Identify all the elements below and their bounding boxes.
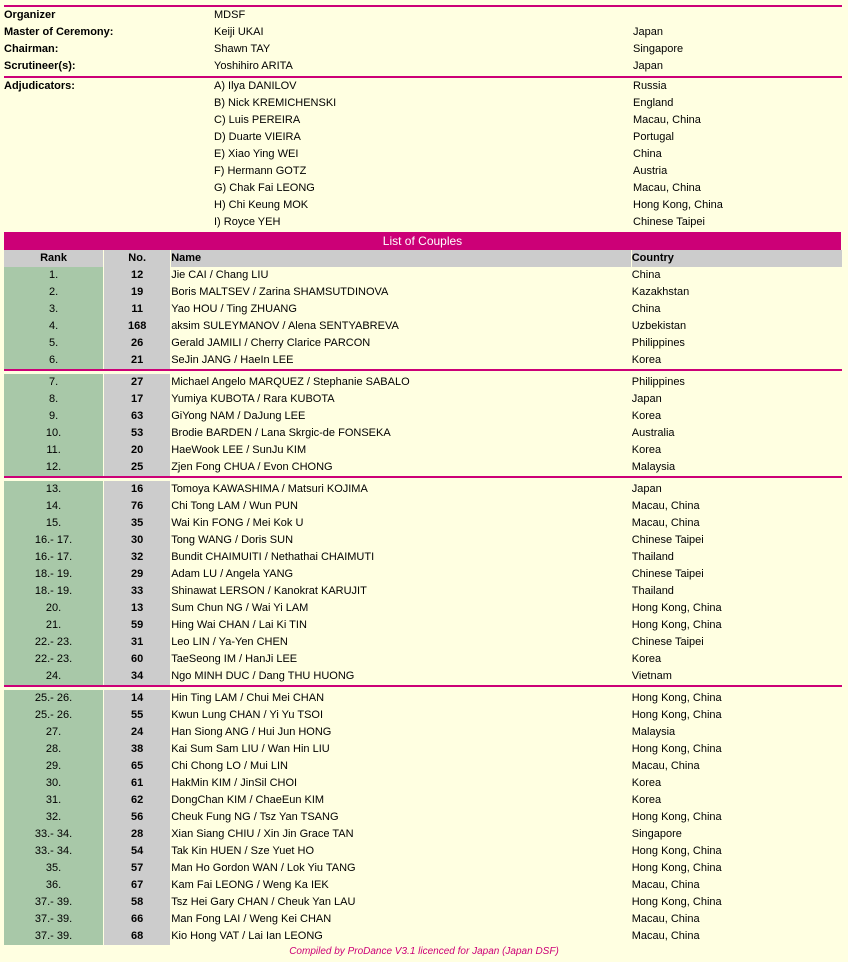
name-cell: Xian Siang CHIU / Xin Jin Grace TAN	[171, 828, 354, 840]
rank-cell: 11.	[4, 442, 103, 459]
number-cell: 14	[104, 690, 170, 707]
name-cell: Yao HOU / Ting ZHUANG	[171, 303, 297, 315]
number-cell: 19	[104, 284, 170, 301]
adjudicator-name: H) Chi Keung MOK	[214, 199, 309, 211]
official-name: Yoshihiro ARITA	[214, 60, 293, 72]
country-cell: Malaysia	[631, 461, 676, 473]
rank-cell: 36.	[4, 877, 103, 894]
rank-cell: 29.	[4, 758, 103, 775]
couples-body	[4, 267, 842, 945]
couple-row	[4, 792, 842, 809]
couple-row	[4, 352, 842, 369]
rank-cell: 33.- 34.	[4, 843, 103, 860]
name-cell: Tomoya KAWASHIMA / Matsuri KOJIMA	[171, 483, 368, 495]
name-cell: Hin Ting LAM / Chui Mei CHAN	[171, 692, 325, 704]
country-cell: Chinese Taipei	[631, 534, 704, 546]
rank-cell: 8.	[4, 391, 103, 408]
number-cell: 17	[104, 391, 170, 408]
number-cell: 16	[104, 481, 170, 498]
number-cell: 60	[104, 651, 170, 668]
country-cell: Hong Kong, China	[631, 602, 722, 614]
official-label: Organizer	[4, 9, 56, 21]
country-cell: Kazakhstan	[631, 286, 690, 298]
number-cell: 35	[104, 515, 170, 532]
couple-row	[4, 600, 842, 617]
official-row	[0, 58, 848, 75]
rank-cell: 37.- 39.	[4, 911, 103, 928]
number-cell: 67	[104, 877, 170, 894]
name-cell: Kwun Lung CHAN / Yi Yu TSOI	[171, 709, 324, 721]
adjudicators-label: Adjudicators:	[4, 80, 75, 92]
couple-row	[4, 532, 842, 549]
country-cell: Australia	[631, 427, 675, 439]
couple-row	[4, 459, 842, 476]
rank-cell: 24.	[4, 668, 103, 685]
adjudicator-name: B) Nick KREMICHENSKI	[214, 97, 337, 109]
number-cell: 25	[104, 459, 170, 476]
rank-cell: 13.	[4, 481, 103, 498]
country-cell: Vietnam	[631, 670, 672, 682]
header-number: No.	[104, 250, 170, 267]
rank-cell: 16.- 17.	[4, 532, 103, 549]
adjudicator-row	[0, 163, 848, 180]
number-cell: 57	[104, 860, 170, 877]
couple-row	[4, 318, 842, 335]
name-cell: Brodie BARDEN / Lana Skrgic-de FONSEKA	[171, 427, 391, 439]
official-name: Shawn TAY	[214, 43, 271, 55]
header-rank: Rank	[4, 250, 103, 267]
adjudicator-country: Macau, China	[633, 114, 701, 126]
number-cell: 38	[104, 741, 170, 758]
rank-cell: 32.	[4, 809, 103, 826]
couple-row	[4, 583, 842, 600]
official-country: Japan	[633, 60, 663, 72]
country-cell: Philippines	[631, 376, 685, 388]
couple-row	[4, 284, 842, 301]
official-country: Singapore	[633, 43, 684, 55]
couple-row	[4, 775, 842, 792]
country-cell: Korea	[631, 410, 662, 422]
official-name: Keiji UKAI	[214, 26, 264, 38]
rank-cell: 10.	[4, 425, 103, 442]
country-cell: Hong Kong, China	[631, 811, 722, 823]
adjudicator-country: Russia	[633, 80, 667, 92]
couple-row	[4, 267, 842, 284]
country-cell: Hong Kong, China	[631, 743, 722, 755]
adjudicator-row	[0, 78, 848, 95]
official-country: Japan	[633, 26, 663, 38]
rank-cell: 33.- 34.	[4, 826, 103, 843]
header-country: Country	[632, 250, 842, 267]
country-cell: Macau, China	[631, 500, 700, 512]
country-cell: Hong Kong, China	[631, 709, 722, 721]
rank-cell: 27.	[4, 724, 103, 741]
country-cell: Chinese Taipei	[631, 636, 704, 648]
rank-cell: 4.	[4, 318, 103, 335]
rank-cell: 1.	[4, 267, 103, 284]
number-cell: 61	[104, 775, 170, 792]
official-label: Chairman:	[4, 43, 59, 55]
adjudicators-list	[0, 78, 848, 231]
name-cell: Michael Angelo MARQUEZ / Stephanie SABALO	[171, 376, 410, 388]
number-cell: 24	[104, 724, 170, 741]
couple-row	[4, 498, 842, 515]
country-cell: Korea	[631, 354, 662, 366]
country-cell: Hong Kong, China	[631, 862, 722, 874]
number-cell: 34	[104, 668, 170, 685]
couple-row	[4, 442, 842, 459]
number-cell: 29	[104, 566, 170, 583]
number-cell: 26	[104, 335, 170, 352]
number-cell: 20	[104, 442, 170, 459]
official-label: Scrutineer(s):	[4, 60, 76, 72]
number-cell: 55	[104, 707, 170, 724]
header-name: Name	[171, 250, 631, 267]
name-cell: DongChan KIM / ChaeEun KIM	[171, 794, 325, 806]
country-cell: Korea	[631, 794, 662, 806]
couple-row	[4, 758, 842, 775]
country-cell: Hong Kong, China	[631, 896, 722, 908]
name-cell: Wai Kin FONG / Mei Kok U	[171, 517, 304, 529]
country-cell: Korea	[631, 653, 662, 665]
number-cell: 66	[104, 911, 170, 928]
couple-row	[4, 826, 842, 843]
name-cell: Cheuk Fung NG / Tsz Yan TSANG	[171, 811, 339, 823]
couple-row	[4, 481, 842, 498]
couple-row	[4, 741, 842, 758]
name-cell: Man Ho Gordon WAN / Lok Yiu TANG	[171, 862, 356, 874]
country-cell: Macau, China	[631, 517, 700, 529]
adjudicator-row	[0, 112, 848, 129]
officials-section	[0, 7, 848, 231]
number-cell: 58	[104, 894, 170, 911]
couple-row	[4, 335, 842, 352]
country-cell: Korea	[631, 777, 662, 789]
country-cell: Hong Kong, China	[631, 692, 722, 704]
country-cell: Philippines	[631, 337, 685, 349]
adjudicator-name: C) Luis PEREIRA	[214, 114, 301, 126]
name-cell: Yumiya KUBOTA / Rara KUBOTA	[171, 393, 335, 405]
adjudicator-country: China	[633, 148, 662, 160]
number-cell: 12	[104, 267, 170, 284]
adjudicator-row	[0, 214, 848, 231]
name-cell: Tsz Hei Gary CHAN / Cheuk Yan LAU	[171, 896, 356, 908]
number-cell: 53	[104, 425, 170, 442]
adjudicator-row	[0, 197, 848, 214]
official-row	[0, 24, 848, 41]
footer-credit: Compiled by ProDance V3.1 licenced for Japan (Japan DSF)	[289, 946, 559, 957]
couple-row	[4, 566, 842, 583]
name-cell: Jie CAI / Chang LIU	[171, 269, 269, 281]
adjudicator-country: Chinese Taipei	[633, 216, 705, 228]
country-cell: China	[631, 303, 661, 315]
couple-row	[4, 843, 842, 860]
couple-row	[4, 301, 842, 318]
number-cell: 30	[104, 532, 170, 549]
country-cell: Malaysia	[631, 726, 676, 738]
country-cell: Japan	[631, 483, 662, 495]
name-cell: Tak Kin HUEN / Sze Yuet HO	[171, 845, 315, 857]
couple-row	[4, 515, 842, 532]
rank-cell: 16.- 17.	[4, 549, 103, 566]
country-cell: Macau, China	[631, 760, 700, 772]
rank-cell: 7.	[4, 374, 103, 391]
country-cell: China	[631, 269, 661, 281]
country-cell: Thailand	[631, 551, 674, 563]
adjudicator-row	[0, 180, 848, 197]
rank-cell: 9.	[4, 408, 103, 425]
couple-row	[4, 617, 842, 634]
number-cell: 168	[104, 318, 170, 335]
rank-cell: 18.- 19.	[4, 566, 103, 583]
couple-row	[4, 894, 842, 911]
name-cell: Zjen Fong CHUA / Evon CHONG	[171, 461, 333, 473]
rank-cell: 18.- 19.	[4, 583, 103, 600]
couple-row	[4, 408, 842, 425]
adjudicator-name: F) Hermann GOTZ	[214, 165, 307, 177]
name-cell: Boris MALTSEV / Zarina SHAMSUTDINOVA	[171, 286, 389, 298]
name-cell: aksim SULEYMANOV / Alena SENTYABREVA	[171, 320, 399, 332]
official-name: MDSF	[214, 9, 246, 21]
adjudicator-name: I) Royce YEH	[214, 216, 281, 228]
rank-cell: 12.	[4, 459, 103, 476]
rank-cell: 25.- 26.	[4, 707, 103, 724]
couple-row	[4, 425, 842, 442]
number-cell: 54	[104, 843, 170, 860]
country-cell: Singapore	[631, 828, 682, 840]
number-cell: 27	[104, 374, 170, 391]
name-cell: TaeSeong IM / HanJi LEE	[171, 653, 298, 665]
table-header-row	[4, 250, 842, 267]
name-cell: Han Siong ANG / Hui Jun HONG	[171, 726, 332, 738]
number-cell: 56	[104, 809, 170, 826]
country-cell: Uzbekistan	[631, 320, 687, 332]
name-cell: SeJin JANG / HaeIn LEE	[171, 354, 294, 366]
rank-cell: 3.	[4, 301, 103, 318]
number-cell: 11	[104, 301, 170, 318]
name-cell: Chi Chong LO / Mui LIN	[171, 760, 288, 772]
number-cell: 13	[104, 600, 170, 617]
couple-row	[4, 809, 842, 826]
couple-row	[4, 374, 842, 391]
name-cell: Ngo MINH DUC / Dang THU HUONG	[171, 670, 355, 682]
rank-cell: 14.	[4, 498, 103, 515]
couple-row	[4, 651, 842, 668]
name-cell: Man Fong LAI / Weng Kei CHAN	[171, 913, 332, 925]
official-label: Master of Ceremony:	[4, 26, 114, 38]
number-cell: 65	[104, 758, 170, 775]
name-cell: HakMin KIM / JinSil CHOI	[171, 777, 298, 789]
adjudicator-country: Macau, China	[633, 182, 701, 194]
name-cell: Gerald JAMILI / Cherry Clarice PARCON	[171, 337, 371, 349]
adjudicator-name: D) Duarte VIEIRA	[214, 131, 301, 143]
name-cell: Bundit CHAIMUITI / Nethathai CHAIMUTI	[171, 551, 375, 563]
rank-cell: 35.	[4, 860, 103, 877]
name-cell: Hing Wai CHAN / Lai Ki TIN	[171, 619, 307, 631]
official-row	[0, 7, 848, 24]
official-row	[0, 41, 848, 58]
adjudicator-country: Austria	[633, 165, 668, 177]
number-cell: 68	[104, 928, 170, 945]
couple-row	[4, 724, 842, 741]
country-cell: Macau, China	[631, 879, 700, 891]
country-cell: Hong Kong, China	[631, 619, 722, 631]
rank-cell: 30.	[4, 775, 103, 792]
adjudicator-name: E) Xiao Ying WEI	[214, 148, 299, 160]
name-cell: Sum Chun NG / Wai Yi LAM	[171, 602, 309, 614]
couple-row	[4, 928, 842, 945]
name-cell: Tong WANG / Doris SUN	[171, 534, 294, 546]
rank-cell: 20.	[4, 600, 103, 617]
name-cell: GiYong NAM / DaJung LEE	[171, 410, 306, 422]
couples-table	[3, 250, 843, 945]
number-cell: 62	[104, 792, 170, 809]
name-cell: Leo LIN / Ya-Yen CHEN	[171, 636, 288, 648]
couple-row	[4, 877, 842, 894]
rank-cell: 22.- 23.	[4, 651, 103, 668]
list-title: List of Couples	[4, 232, 841, 250]
country-cell: Hong Kong, China	[631, 845, 722, 857]
rank-cell: 37.- 39.	[4, 928, 103, 945]
couple-row	[4, 860, 842, 877]
adjudicator-row	[0, 146, 848, 163]
couple-row	[4, 911, 842, 928]
adjudicator-row	[0, 95, 848, 112]
name-cell: Chi Tong LAM / Wun PUN	[171, 500, 298, 512]
rank-cell: 15.	[4, 515, 103, 532]
rank-cell: 2.	[4, 284, 103, 301]
number-cell: 21	[104, 352, 170, 369]
name-cell: Adam LU / Angela YANG	[171, 568, 294, 580]
name-cell: Kio Hong VAT / Lai Ian LEONG	[171, 930, 323, 942]
adjudicator-row	[0, 129, 848, 146]
name-cell: Shinawat LERSON / Kanokrat KARUJIT	[171, 585, 367, 597]
adjudicator-country: Portugal	[633, 131, 674, 143]
couple-row	[4, 668, 842, 685]
adjudicator-country: England	[633, 97, 674, 109]
couple-row	[4, 549, 842, 566]
number-cell: 28	[104, 826, 170, 843]
name-cell: HaeWook LEE / SunJu KIM	[171, 444, 307, 456]
country-cell: Korea	[631, 444, 662, 456]
rank-cell: 25.- 26.	[4, 690, 103, 707]
name-cell: Kai Sum Sam LIU / Wan Hin LIU	[171, 743, 330, 755]
rank-cell: 5.	[4, 335, 103, 352]
number-cell: 59	[104, 617, 170, 634]
rank-cell: 28.	[4, 741, 103, 758]
number-cell: 32	[104, 549, 170, 566]
adjudicator-country: Hong Kong, China	[633, 199, 723, 211]
country-cell: Macau, China	[631, 913, 700, 925]
rank-cell: 6.	[4, 352, 103, 369]
couple-row	[4, 707, 842, 724]
rank-cell: 22.- 23.	[4, 634, 103, 651]
number-cell: 76	[104, 498, 170, 515]
rank-cell: 31.	[4, 792, 103, 809]
adjudicator-name: G) Chak Fai LEONG	[214, 182, 315, 194]
couple-row	[4, 391, 842, 408]
couple-row	[4, 634, 842, 651]
number-cell: 63	[104, 408, 170, 425]
country-cell: Macau, China	[631, 930, 700, 942]
rank-cell: 37.- 39.	[4, 894, 103, 911]
rank-cell: 21.	[4, 617, 103, 634]
name-cell: Kam Fai LEONG / Weng Ka IEK	[171, 879, 329, 891]
number-cell: 33	[104, 583, 170, 600]
country-cell: Thailand	[631, 585, 674, 597]
number-cell: 31	[104, 634, 170, 651]
country-cell: Chinese Taipei	[631, 568, 704, 580]
country-cell: Japan	[631, 393, 662, 405]
couple-row	[4, 690, 842, 707]
adjudicator-name: A) Ilya DANILOV	[214, 80, 297, 92]
